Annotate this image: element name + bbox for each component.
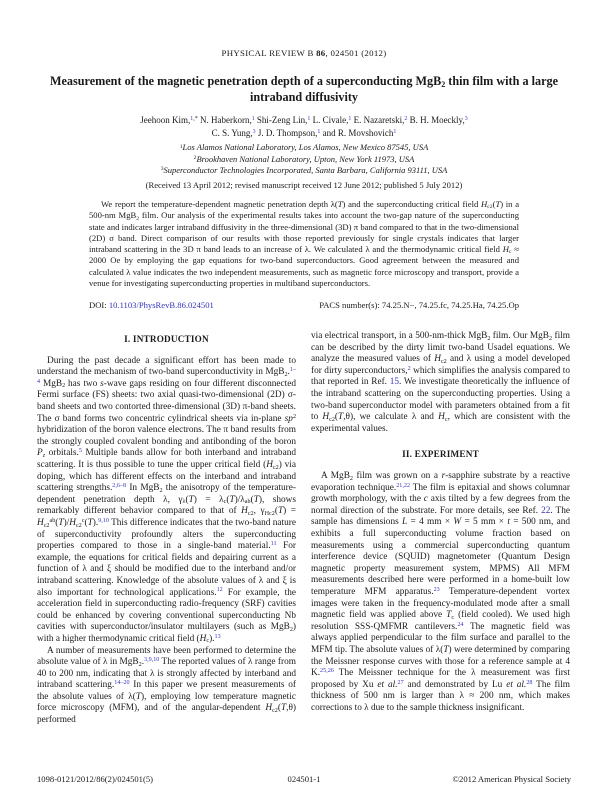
experiment-paragraph-1: A MgB$_2$ film was grown on a r-sapphire substrate by a reactive evaporation technique.$^{21,22}$ The film is epitaxial and shows columnar growth morphology, with the c axis tilted by a few degrees from the normal direction of the substrate. For more details, see Ref. 22. The sample has dimensions L = 4 mm × W = 5 mm × t = 500 nm, and exhibits a full superconducting volume fraction based on measurements using a commercial superconducting quantum interference device (SQUID) magnetometer (Quantum Design magnetic property measurement system, MPMS) All MFM measurements described here were performed in a home-built low temperature MFM apparatus.$^{23}$ Temperature-dependent vortex images were taken in the frequency-modulated mode after a small magnetic field was applied above $T_c$ (field cooled). We used high resolution SSS-QMFMR cantilevers.$^{24}$ The magnetic field was always applied perpendicular to the film surface and parallel to the MFM tip. The absolute values of λ(T) were determined by comparing the Meissner response curves with those for a reference sample at 4 K.$^{25,26}$ The Meissner technique for the λ measurement was first proposed by Xu et al.$^{27}$ and demonstrated by Lu et al.$^{28}$ The film thickness of 500 nm is larger than λ ≈ 200 nm, which makes corrections to λ due to the sample thickness insignificant.	[311, 471, 571, 713]
intro-paragraph-1: During the past decade a significant effort has been made to understand the mechanism of two-band superconductivity in MgB$_2$.$^{1-4}$ MgB$_2$ has two s-wave gaps residing on four different disconnected Fermi surface (FS) sheets: two axial quasi-two-dimensional (2D) σ-band sheets and two contorted three-dimensional (3D) π-band sheets. The σ band forms two concentric cylindrical sheets via in-plane $sp^2$ hybridization of the boron valence electrons. The π band results from the strongly coupled covalent bonding and antibonding of the boron $P_z$ orbitals.$^5$ Multiple bands allow for both interband and intraband scattering. It is thus possible to tune the upper critical field $(H_{c2})$ via doping, which has different effects on the interband and intraband scattering strengths.$^{2,6-8}$ In MgB$_2$ the anisotropy of the temperature-dependent penetration depth λ, $\gamma_\lambda(T) = \lambda_c(T)/\lambda_{ab}(T)$, shows remarkably different behavior compared to that of $H_{c2}$, $\gamma_{Hc2}(T) = H_{c2}^{ab}(T)/H_{c2}^c(T).^{9,10}$ This difference indicates that the two-band nature of superconductivity profoundly alters the superconducting properties compared to those in a single-band material.$^{11}$ For example, the equations for critical fields and depairing current as a function of λ and ξ should be modified due to the interband and/or intraband scattering. Knowledge of the absolute values of λ and ξ is also important for technological applications.$^{12}$ For example, the acceleration field in superconducting radio-frequency (SRF) cavities could be enhanced by covering conventional superconducting Nb cavities with superconductor/insulator multilayers (such as MgB$_2$) with a higher thermodynamic critical field $(H_c).^{13}$	[37, 355, 297, 645]
doi-link[interactable]: 10.1103/PhysRevB.86.024501	[108, 300, 214, 311]
section-heading-introduction: I. INTRODUCTION	[124, 334, 209, 345]
paper-title: Measurement of the magnetic penetration depth of a superconducting MgB$_2$ thin film with a large intraband diffusivity	[50, 74, 558, 104]
journal-header: PHYSICAL REVIEW B 86, 024501 (2012)	[221, 48, 387, 58]
affiliation-1: $^1$Los Alamos National Laboratory, Los Alamos, New Mexico 87545, USA	[179, 142, 429, 153]
footer-copyright: ©2012 American Physical Society	[452, 774, 571, 784]
affiliation-list	[0, 142, 608, 176]
section-heading-experiment: II. EXPERIMENT	[402, 449, 479, 460]
intro-paragraph-3: via electrical transport, in a 500-nm-thick MgB$_2$ film. Our MgB$_2$ film can be described by the dirty limit two-band Usadel equations. We analyze the measured values of $H_{c2}$ and λ using a model developed for dirty superconductors,$^2$ which simplifies the analysis compared to that reported in Ref. 15. We investigate theoretically the influence of the intraband scattering on the superconducting properties. Using a two-band superconductor model with parameters obtained from a fit to $H_{c2}(T,\theta)$, we calculate λ and $H_c$, which are consistent with the experimental values.	[311, 331, 570, 434]
footer-issn: 1098-0121/2012/86(2)/024501(5)	[37, 774, 154, 784]
abstract: We report the temperature-dependent magnetic penetration depth λ(T) and the superconducting critical field $H_{c2}(T)$ in a 500-nm MgB$_2$ film. Our analysis of the experimental results takes into account the two-gap nature of the superconducting state and indicates larger intraband diffusivity in the three-dimensional (3D) π band compared to that in the two-dimensional (2D) σ band. Direct comparison of our results with those reported previously for single crystals indicates that larger intraband scattering in the 3D π band leads to an increase of λ. We calculated λ and the thermodynamic critical field $H_c \approx 2000$ Oe by employing the gap equations for two-band superconductors. Good agreement between the measured and calculated λ value indicates the two independent measurements, such as magnetic force microscopy and transport, provide a venue for investigating superconducting properties in multiband superconductors.	[89, 199, 520, 288]
doi-label: DOI:	[89, 300, 107, 311]
pacs-numbers: PACS number(s): 74.25.N−, 74.25.fc, 74.25.Ha, 74.25.Op	[319, 300, 519, 311]
affiliation-3: $^3$Superconductor Technologies Incorporated, Santa Barbara, California 93111, USA	[160, 164, 448, 175]
author-list	[0, 114, 608, 139]
doi-pacs-row	[89, 300, 519, 310]
received-line: (Received 13 April 2012; revised manuscript received 12 June 2012; published 5 July 2012)	[145, 180, 463, 191]
intro-paragraph-2: A number of measurements have been performed to determine the absolute value of λ in MgB$_2$.$^{3,9,10}$ The reported values of λ range from 40 to 200 nm, indicating that λ is strongly affected by interband and intraband scattering.$^{14-20}$ In this paper we present measurements of the absolute values of λ(T), employing low temperature magnetic force microscopy (MFM), and of the angular-dependent $H_{c2}(T,\theta)$ performed	[37, 645, 297, 726]
doi	[89, 300, 214, 310]
affiliation-2: $^2$Brookhaven National Laboratory, Upton, New York 11973, USA	[193, 153, 415, 164]
left-column	[37, 331, 296, 727]
right-column	[311, 331, 570, 727]
body-columns	[0, 331, 608, 727]
authors-line-1: Jeehoon Kim,$^{1,*}$ N. Haberkorn,$^1$ Shi-Zeng Lin,$^1$ L. Civale,$^1$ E. Nazaretski,$^2$ B. H. Moeckly,$^3$	[140, 115, 468, 126]
footer-page-number: 024501-1	[287, 774, 321, 784]
page-footer	[37, 774, 571, 784]
authors-line-2: C. S. Yung,$^3$ J. D. Thompson,$^1$ and R. Movshovich$^1$	[211, 127, 397, 138]
